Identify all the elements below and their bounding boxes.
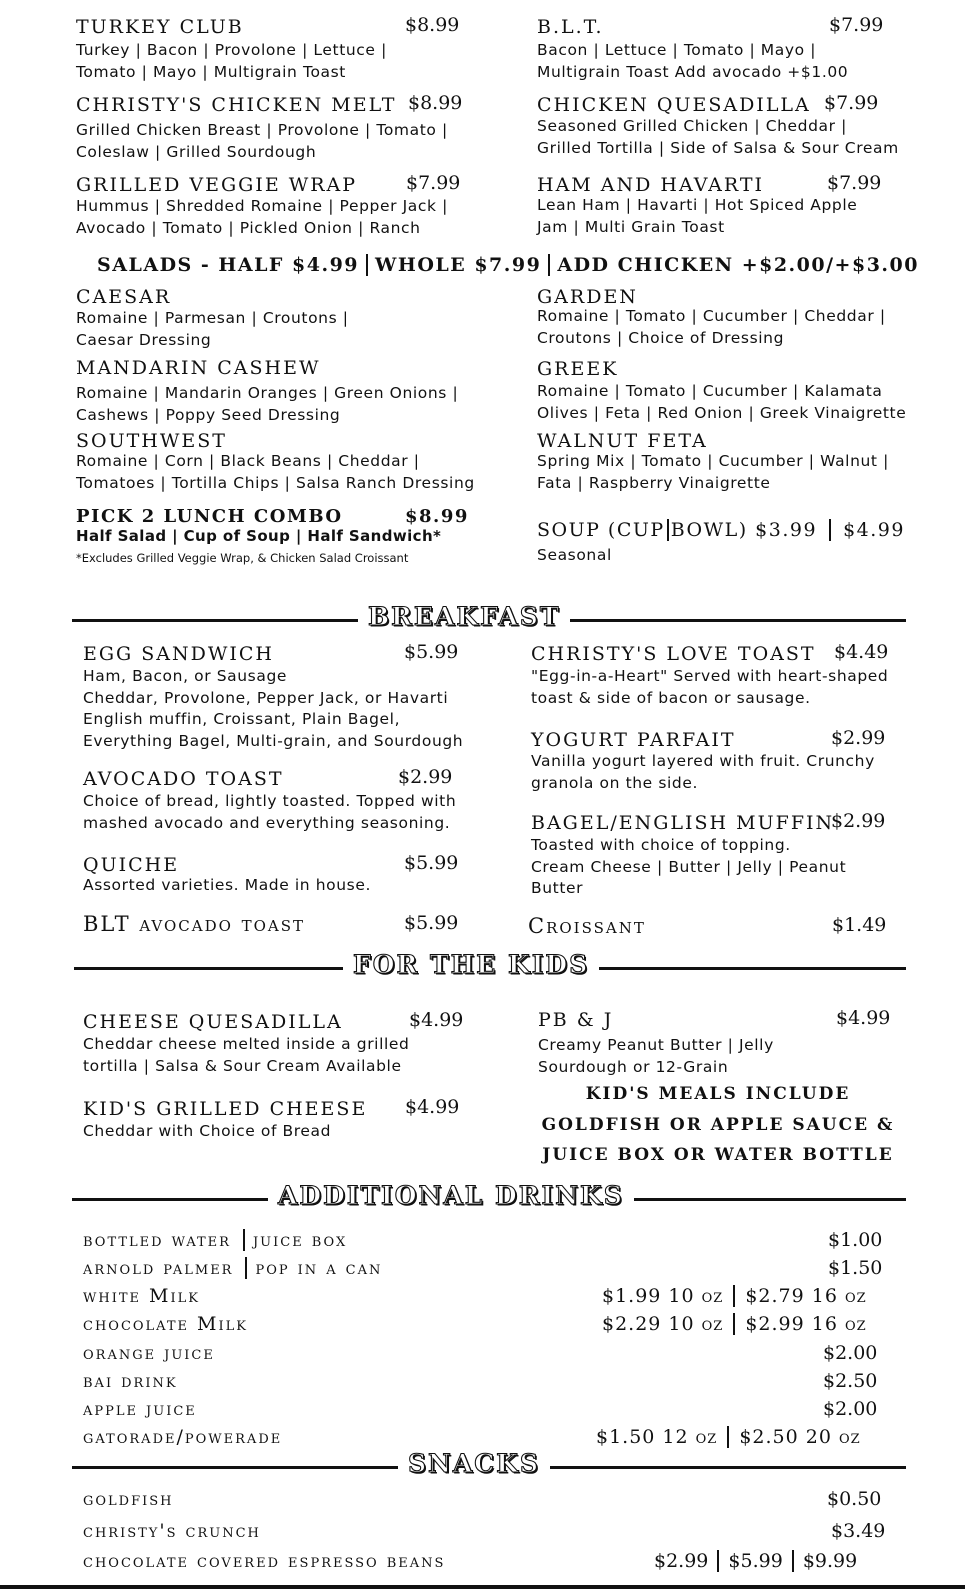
- divider: [717, 1550, 719, 1572]
- drink-name: gatorade/powerade: [83, 1426, 283, 1448]
- menu-item-name: BLT avocado toast: [83, 912, 306, 936]
- menu-item-description: Bacon | Lettuce | Tomato | Mayo | Multigrain Toast Add avocado +$1.00: [537, 41, 849, 81]
- menu-item-description: Grilled Chicken Breast | Provolone | Tomato | Coleslaw | Grilled Sourdough: [76, 121, 448, 161]
- drink-name-b: juice box: [252, 1229, 348, 1251]
- menu-item-price: $2.99: [831, 727, 886, 749]
- menu-item-name: CHRISTY'S LOVE TOAST: [531, 643, 816, 665]
- soup-description: Seasonal: [537, 546, 612, 564]
- menu-item-description: "Egg-in-a-Heart" Served with heart-shaped toast & side of bacon or sausage.: [531, 667, 889, 707]
- menu-item-description: Turkey | Bacon | Provolone | Lettuce | Tomato | Mayo | Multigrain Toast: [76, 41, 387, 81]
- divider: [548, 254, 550, 276]
- menu-item-description: Toasted with choice of topping. Cream Cheese | Butter | Jelly | Peanut Butter: [531, 836, 847, 897]
- menu-item-description: Hummus | Shredded Romaine | Pepper Jack | Avocado | Tomato | Pickled Onion | Ranch: [76, 197, 448, 237]
- salad-name: CAESAR: [76, 286, 172, 308]
- divider: [667, 519, 669, 541]
- menu-item-name: YOGURT PARFAIT: [531, 729, 736, 751]
- salad-description: Romaine | Parmesan | Croutons | Caesar Dressing: [76, 309, 349, 349]
- section-heading-kids: FOR THE KIDS: [343, 950, 599, 979]
- menu-item-price: $8.99: [405, 14, 460, 36]
- drink-price-a: $2.29 10 oz: [602, 1313, 724, 1335]
- drink-name: bai drink: [83, 1370, 178, 1392]
- section-heading-snacks: SNACKS: [398, 1449, 550, 1478]
- divider: [243, 1229, 245, 1251]
- combo-price: $8.99: [405, 506, 469, 527]
- menu-item-name: QUICHE: [83, 854, 180, 876]
- salads-whole-price: WHOLE $7.99: [375, 254, 542, 276]
- salad-description: Spring Mix | Tomato | Cucumber | Walnut | Fata | Raspberry Vinaigrette: [537, 452, 889, 492]
- drink-name: apple juice: [83, 1398, 197, 1420]
- snack-name: chocolate covered espresso beans: [83, 1550, 446, 1572]
- drink-price-a: $1.99 10 oz: [602, 1285, 724, 1307]
- drink-price: [596, 1426, 861, 1448]
- soup-cup-label: SOUP (CUP: [537, 519, 665, 541]
- snack-price: $0.50: [827, 1488, 882, 1510]
- menu-item-price: $2.99: [398, 766, 453, 788]
- kids-meals-note: KID'S MEALS INCLUDE GOLDFISH OR APPLE SAUCE & JUICE BOX OR WATER BOTTLE: [541, 1084, 895, 1165]
- drink-price-b: $2.79 16 oz: [745, 1285, 867, 1307]
- salad-name: GARDEN: [537, 286, 638, 308]
- menu-item-name: HAM AND HAVARTI: [537, 174, 765, 196]
- drink-price-b: $2.50 20 oz: [739, 1426, 861, 1448]
- soup-bowl-price: $4.99: [843, 519, 905, 541]
- menu-item-name: TURKEY CLUB: [76, 16, 244, 38]
- drink-price: $1.50: [828, 1257, 883, 1279]
- section-heading-breakfast: BREAKFAST: [358, 602, 570, 631]
- menu-item-price: $4.99: [405, 1096, 460, 1118]
- menu-item-description: Assorted varieties. Made in house.: [83, 876, 372, 894]
- drink-price-b: $2.99 16 oz: [745, 1313, 867, 1335]
- drink-name: [83, 1229, 347, 1251]
- drink-name-b: pop in a can: [255, 1257, 383, 1279]
- salads-banner: [97, 254, 919, 276]
- menu-item-name: KID'S GRILLED CHEESE: [83, 1098, 368, 1120]
- menu-item-name: CHICKEN QUESADILLA: [537, 94, 811, 116]
- menu-item-price: $8.99: [408, 92, 463, 114]
- section-heading-drinks: ADDITIONAL DRINKS: [268, 1181, 634, 1210]
- menu-item-price: $2.99: [831, 810, 886, 832]
- menu-item-name: AVOCADO TOAST: [83, 768, 284, 790]
- menu-item-description: Cheddar cheese melted inside a grilled tortilla | Salsa & Sour Cream Available: [83, 1035, 410, 1075]
- drink-price: $2.50: [823, 1370, 878, 1392]
- drink-name: orange juice: [83, 1342, 215, 1364]
- menu-item-name: EGG SANDWICH: [83, 643, 275, 665]
- combo-note: *Excludes Grilled Veggie Wrap, & Chicken Salad Croissant: [76, 551, 409, 565]
- menu-item-name: BAGEL/ENGLISH MUFFIN: [531, 812, 835, 834]
- menu-item-name: GRILLED VEGGIE WRAP: [76, 174, 358, 196]
- snack-name: goldfish: [83, 1488, 174, 1510]
- menu-item-price: $4.49: [834, 641, 889, 663]
- snack-price-medium: $5.99: [728, 1550, 783, 1572]
- snack-price: $3.49: [831, 1520, 886, 1542]
- menu-item-description: Ham, Bacon, or Sausage Cheddar, Provolone, Pepper Jack, or Havarti English muffin, Croissant, Plain Bagel, Everything Bagel, Multi-grain, and Sourdough: [83, 667, 464, 750]
- menu-item-name: Croissant: [528, 914, 646, 938]
- salad-name: WALNUT FETA: [537, 430, 708, 452]
- drink-price: $1.00: [828, 1229, 883, 1251]
- salad-description: Romaine | Mandarin Oranges | Green Onions | Cashews | Poppy Seed Dressing: [76, 384, 459, 424]
- menu-item-price: $7.99: [829, 14, 884, 36]
- drink-price: [602, 1313, 867, 1335]
- salad-description: Romaine | Tomato | Cucumber | Kalamata Olives | Feta | Red Onion | Greek Vinaigrette: [537, 382, 907, 422]
- menu-item-description: Creamy Peanut Butter | Jelly Sourdough or 12-Grain: [538, 1036, 774, 1076]
- salads-half-price: SALADS - HALF $4.99: [97, 254, 360, 276]
- menu-item-name: CHEESE QUESADILLA: [83, 1011, 343, 1033]
- drink-name-a: bottled water: [83, 1229, 231, 1251]
- divider: [245, 1257, 247, 1279]
- drink-price: $2.00: [823, 1342, 878, 1364]
- salad-name: GREEK: [537, 358, 619, 380]
- drink-name: chocolate Milk: [83, 1313, 248, 1335]
- drink-name: [83, 1257, 382, 1279]
- menu-item-description: Choice of bread, lightly toasted. Topped with mashed avocado and everything seasoning.: [83, 792, 457, 832]
- divider: [733, 1285, 735, 1307]
- menu-item-price: $7.99: [824, 92, 879, 114]
- soup-title: [537, 519, 905, 541]
- combo-name: PICK 2 LUNCH COMBO: [76, 506, 343, 527]
- menu-item-price: $7.99: [406, 172, 461, 194]
- divider: [733, 1313, 735, 1335]
- menu-item-price: $4.99: [409, 1009, 464, 1031]
- divider: [727, 1426, 729, 1448]
- drink-price: $2.00: [823, 1398, 878, 1420]
- combo-options: Half Salad | Cup of Soup | Half Sandwich*: [76, 527, 442, 545]
- menu-item-price: $1.49: [832, 914, 887, 936]
- menu-item-name: B.L.T.: [537, 16, 604, 38]
- menu-item-price: $4.99: [836, 1007, 891, 1029]
- snack-name: christy's crunch: [83, 1520, 261, 1542]
- menu-item-name: PB & J: [538, 1009, 614, 1031]
- menu-item-description: Seasoned Grilled Chicken | Cheddar | Grilled Tortilla | Side of Salsa & Sour Cream: [537, 117, 899, 157]
- menu-item-price: $7.99: [827, 172, 882, 194]
- divider: [792, 1550, 794, 1572]
- drink-name-a: arnold palmer: [83, 1257, 234, 1279]
- salad-description: Romaine | Tomato | Cucumber | Cheddar | Croutons | Choice of Dressing: [537, 307, 886, 347]
- menu-item-description: Vanilla yogurt layered with fruit. Crunchy granola on the side.: [531, 752, 875, 792]
- drink-price: [602, 1285, 867, 1307]
- soup-bowl-label: BOWL) $3.99: [670, 519, 818, 541]
- salad-description: Romaine | Corn | Black Beans | Cheddar | Tomatoes | Tortilla Chips | Salsa Ranch Dressing: [76, 452, 475, 492]
- menu-item-price: $5.99: [404, 912, 459, 934]
- menu-item-name: CHRISTY'S CHICKEN MELT: [76, 94, 397, 116]
- menu-item-price: $5.99: [404, 641, 459, 663]
- drink-price-a: $1.50 12 oz: [596, 1426, 718, 1448]
- menu-item-description: Cheddar with Choice of Bread: [83, 1122, 332, 1140]
- divider: [829, 519, 831, 541]
- divider: [366, 254, 368, 276]
- menu-item-description: Lean Ham | Havarti | Hot Spiced Apple Jam | Multi Grain Toast: [537, 196, 858, 236]
- salads-add-chicken: ADD CHICKEN +$2.00/+$3.00: [557, 254, 919, 276]
- page-bottom-rule: [0, 1585, 965, 1589]
- salad-name: SOUTHWEST: [76, 430, 227, 452]
- snack-price-small: $2.99: [654, 1550, 709, 1572]
- snack-price: [654, 1550, 857, 1572]
- salad-name: MANDARIN CASHEW: [76, 357, 321, 379]
- menu-item-price: $5.99: [404, 852, 459, 874]
- snack-price-large: $9.99: [802, 1550, 858, 1572]
- drink-name: white Milk: [83, 1285, 200, 1307]
